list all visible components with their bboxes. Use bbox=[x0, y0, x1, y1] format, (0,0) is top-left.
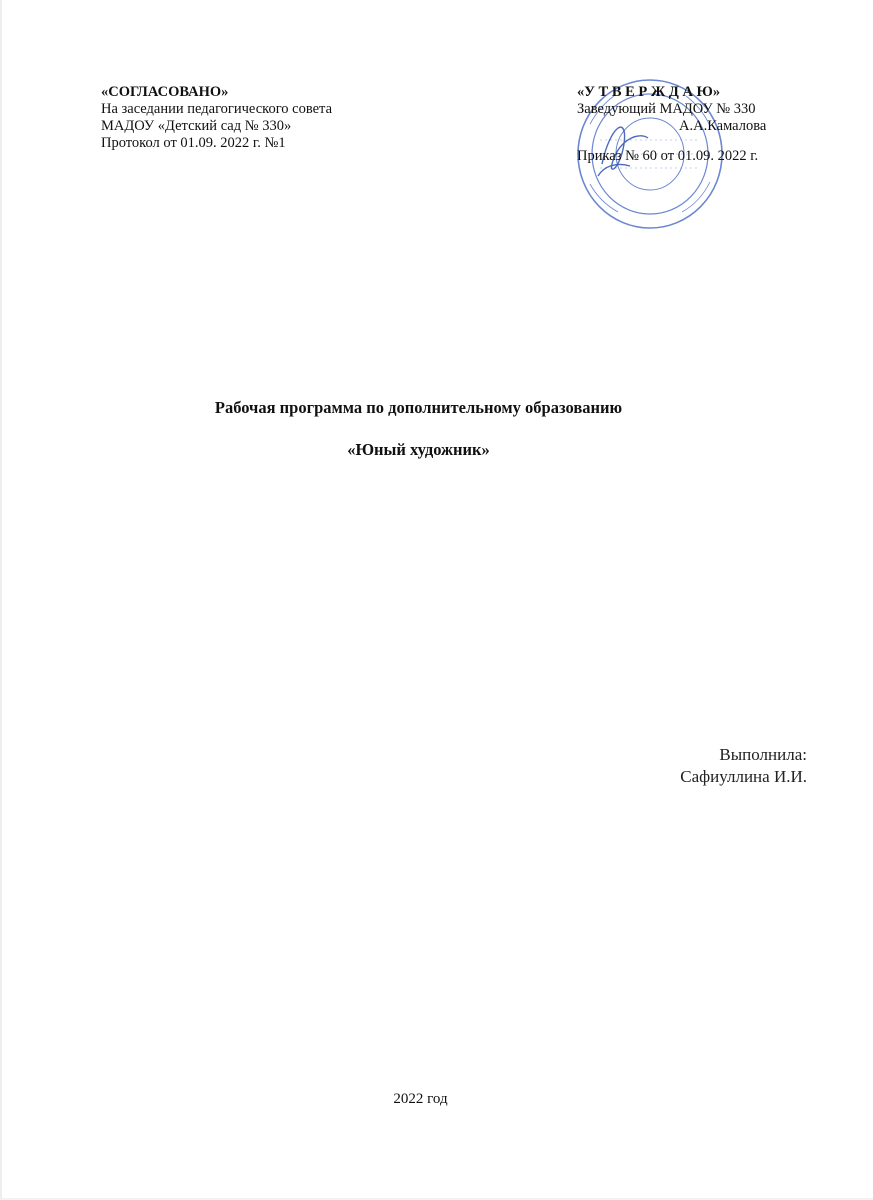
approval-line-protocol: Протокол от 01.09. 2022 г. №1 bbox=[101, 135, 286, 151]
approval-line-council: На заседании педагогического совета bbox=[101, 101, 333, 117]
approval-heading-left: «СОГЛАСОВАНО» bbox=[101, 84, 229, 100]
approval-block-left bbox=[101, 84, 332, 152]
document-title: Рабочая программа по дополнительному образованию bbox=[214, 398, 623, 417]
author-name: Сафиуллина И.И. bbox=[680, 767, 807, 786]
program-name: «Юный художник» bbox=[347, 440, 490, 459]
author-label: Выполнила: bbox=[719, 745, 807, 764]
approval-line-signature-name: А.А.Камалова bbox=[679, 118, 767, 134]
approval-line-order: Приказ № 60 от 01.09. 2022 г. bbox=[577, 148, 759, 164]
approval-heading-right: «У Т В Е Р Ж Д А Ю» bbox=[577, 84, 721, 100]
approval-line-institution: МАДОУ «Детский сад № 330» bbox=[101, 118, 292, 134]
document-year: 2022 год bbox=[393, 1091, 448, 1107]
approval-line-head: Заведующий МАДОУ № 330 bbox=[577, 101, 756, 117]
author-block bbox=[680, 744, 807, 788]
approval-block-right bbox=[577, 84, 766, 165]
